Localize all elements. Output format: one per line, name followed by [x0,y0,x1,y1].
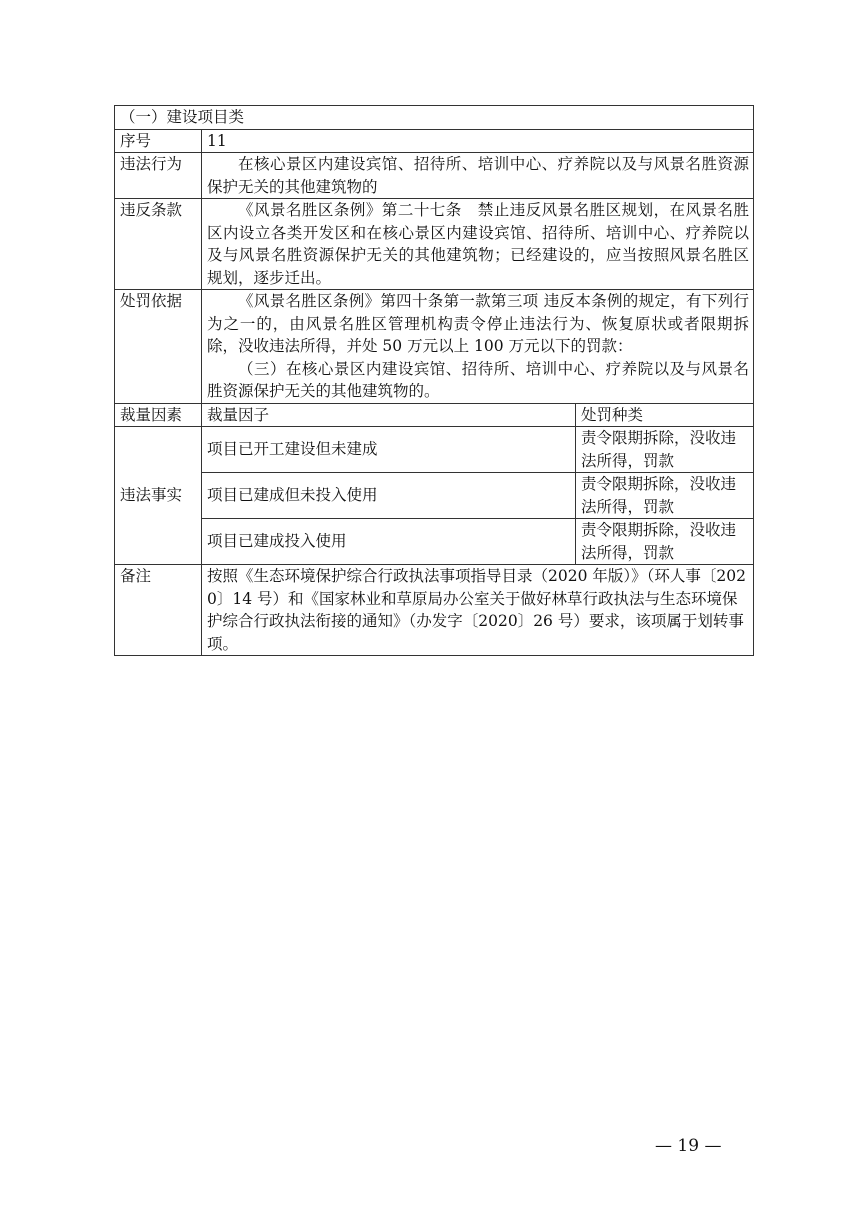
remarks-row [115,565,754,656]
enforcement-item-table [114,105,754,656]
section-title: （一）建设项目类 [115,106,754,130]
fact-penalty-3: 责令限期拆除，没收违法所得，罚款 [576,519,754,565]
discretion-header-row [115,403,754,427]
violated-clause-label: 违反条款 [115,199,202,290]
remarks-cell [202,565,754,656]
fact-penalty-2: 责令限期拆除，没收违法所得，罚款 [576,473,754,519]
violated-clause-text: 《风景名胜区条例》第二十七条 禁止违反风景名胜区规划，在风景名胜区内设立各类开发区和在核心景区内建设宾馆、招待所、培训中心、疗养院以及与风景名胜资源保护无关的其他建筑物；已经建设的，应当按照风景名胜区规划，逐步迁出。 [207,201,749,287]
violation-text: 在核心景区内建设宾馆、招待所、培训中心、疗养院以及与风景名胜资源保护无关的其他建筑物的 [207,155,749,196]
facts-label: 违法事实 [115,427,202,565]
fact-factor-3: 项目已建成投入使用 [202,519,576,565]
penalty-basis-cell [202,290,754,404]
violated-clause-row [115,199,754,290]
serial-row [115,129,754,153]
violation-label: 违法行为 [115,153,202,199]
penalty-basis-paragraph-1: 《风景名胜区条例》第四十条第一款第三项 违反本条例的规定，有下列行为之一的，由风景名胜区管理机构责令停止违法行为、恢复原状或者限期拆除，没收违法所得，并处 50 万元以上 100 万元以下的罚款： [207,292,749,355]
violated-clause-cell [202,199,754,290]
discretion-label: 裁量因素 [115,403,202,427]
penalty-type-header: 处罚种类 [576,403,754,427]
facts-row-1 [115,427,754,473]
factor-header: 裁量因子 [202,403,576,427]
serial-value: 11 [202,129,754,153]
serial-label: 序号 [115,129,202,153]
penalty-basis-row [115,290,754,404]
violation-cell [202,153,754,199]
penalty-basis-label: 处罚依据 [115,290,202,404]
page-number: — 19 — [655,1136,722,1156]
facts-row-3 [115,519,754,565]
remarks-label: 备注 [115,565,202,656]
violation-row [115,153,754,199]
facts-row-2 [115,473,754,519]
fact-factor-1: 项目已开工建设但未建成 [202,427,576,473]
penalty-basis-paragraph-2: （三）在核心景区内建设宾馆、招待所、培训中心、疗养院以及与风景名胜资源保护无关的其他建筑物的。 [207,359,749,400]
fact-factor-2: 项目已建成但未投入使用 [202,473,576,519]
fact-penalty-1: 责令限期拆除，没收违法所得，罚款 [576,427,754,473]
section-title-row [115,106,754,130]
remarks-text: 按照《生态环境保护综合行政执法事项指导目录（2020 年版）》（环人事〔2020〕14 号）和《国家林业和草原局办公室关于做好林草行政执法与生态环境保护综合行政执法衔接的通知》（办发字〔2020〕26 号）要求，该项属于划转事项。 [207,567,746,653]
